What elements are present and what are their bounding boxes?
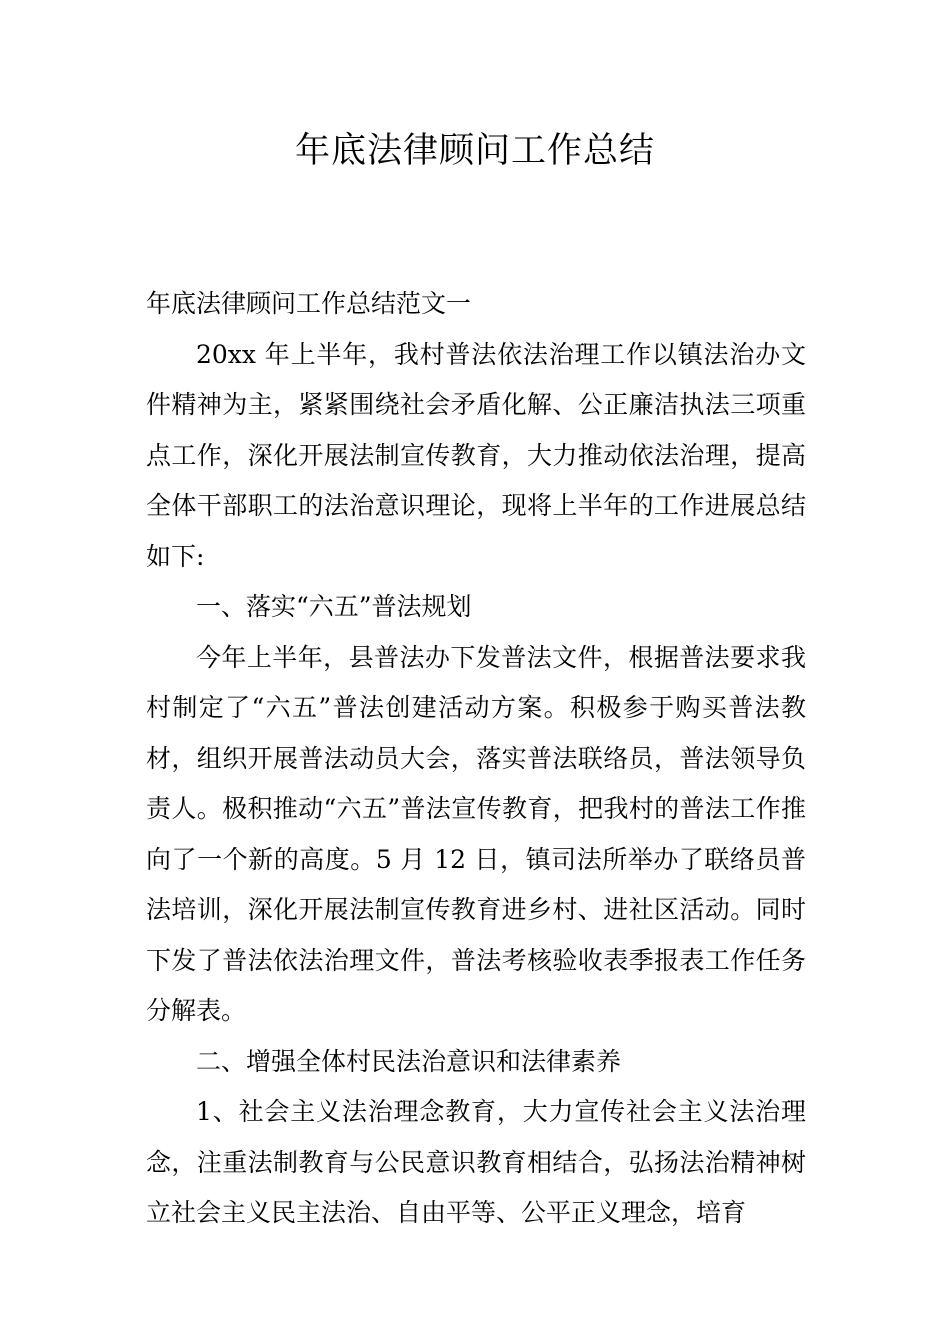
section-heading-1: 一、落实“六五”普法规划 [196,592,472,621]
paragraph-section-1: 今年上半年，县普法办下发普法文件，根据普法要求我村制定了“六五”普法创建活动方案。积极参于购买普法教材，组织开展普法动员大会，落实普法联络员，普法领导负责人。极积推动“六五”普法宣传教育，把我村的普法工作推向了一个新的高度。5 月 12 日，镇司法所举办了联络员普法培训，深化开展法制宣传教育进乡村、进社区活动。同时下发了普法依法治理文件，普法考核验收表季报表工作任务分解表。 [146,642,806,1025]
paragraph-intro: 20xx 年上半年，我村普法依法治理工作以镇法治办文件精神为主，紧紧围绕社会矛盾化解、公正廉洁执法三项重点工作，深化开展法制宣传教育，大力推动依法治理，提高全体干部职工的法治意识理论，现将上半年的工作进展总结如下: [146,339,806,571]
paragraph-section-2-item-1: 1、社会主义法治理念教育，大力宣传社会主义法治理念，注重法制教育与公民意识教育相结合，弘扬法治精神树立社会主义民主法治、自由平等、公平正义理念，培育 [146,1097,806,1227]
paragraph-subtitle: 年底法律顾问工作总结范文一 [146,289,472,318]
document-body [146,279,806,1239]
section-heading-2: 二、增强全体村民法治意识和法律素养 [196,1046,622,1076]
document-title: 年底法律顾问工作总结 [294,131,655,171]
